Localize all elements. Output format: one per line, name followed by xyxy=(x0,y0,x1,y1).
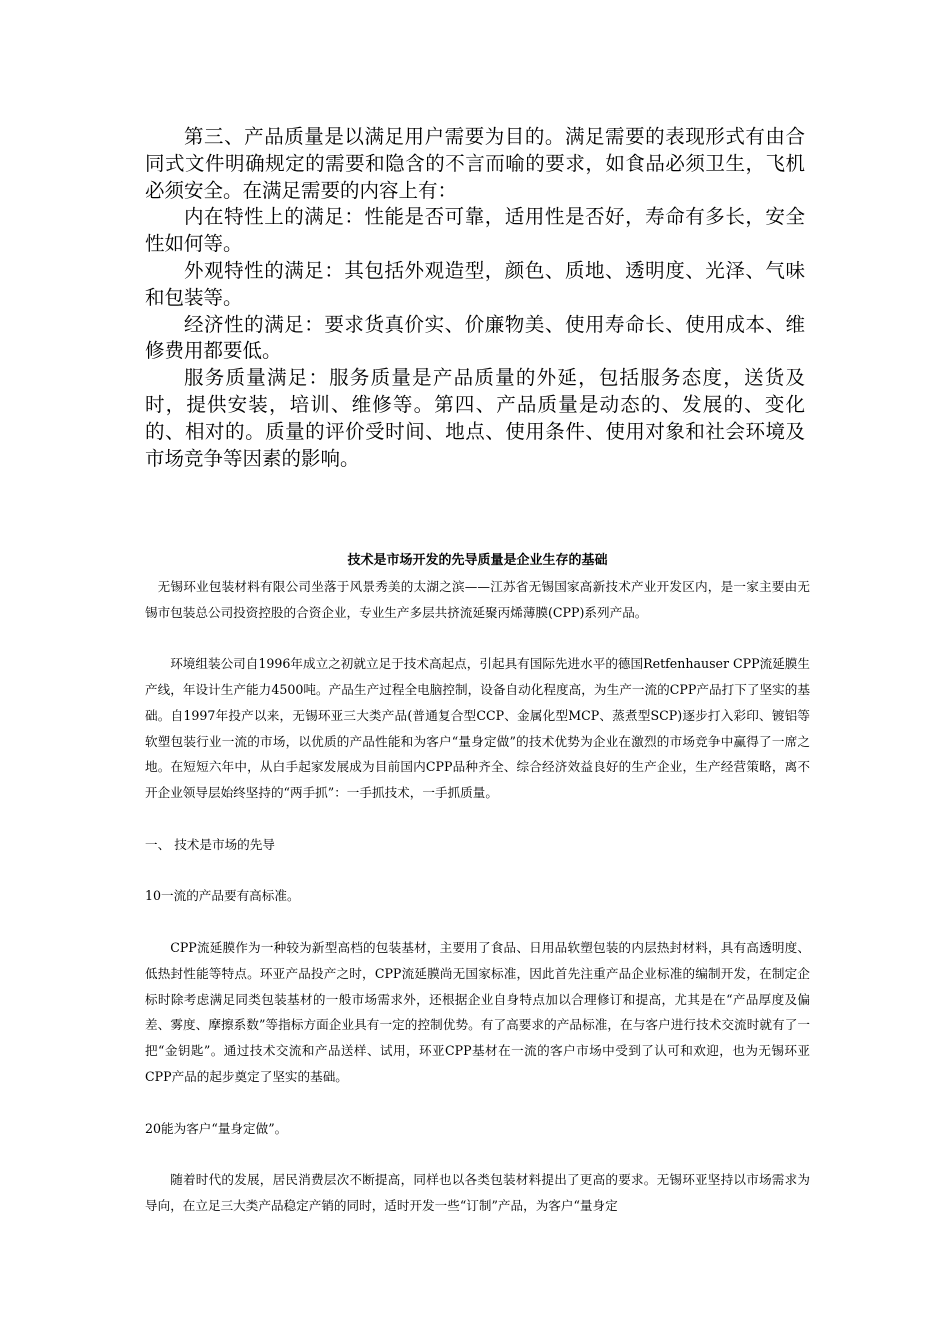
article-intro: 无锡环业包装材料有限公司坐落于风景秀美的太湖之滨——江苏省无锡国家高新技术产业开发区内，是一家主要由无锡市包装总公司投资控股的合资企业，专业生产多层共挤流延聚丙烯薄膜(CPP)系列产品。 xyxy=(145,578,810,620)
paragraph-quality-purpose: 第三、产品质量是以满足用户需要为目的。满足需要的表现形式有由合同式文件明确规定的需要和隐含的不言而喻的要求，如食品必须卫生，飞机必须安全。在满足需要的内容上有： xyxy=(145,125,805,202)
subheading-custom-made: 20能为客户“量身定做”。 xyxy=(145,1120,288,1136)
paragraph-appearance-satisfaction: 外观特性的满足：其包括外观造型，颜色、质地、透明度、光泽、气味和包装等。 xyxy=(145,258,805,309)
article-paragraph-market-demand: 随着时代的发展，居民消费层次不断提高，同样也以各类包装材料提出了更高的要求。无锡环亚坚持以市场需求为导向，在立足三大类产品稳定产销的同时，适时开发一些“订制”产品，为客户“量身定 xyxy=(145,1172,810,1213)
upper-text-block xyxy=(145,124,805,472)
paragraph-service-satisfaction: 服务质量满足：服务质量是产品质量的外延，包括服务态度，送货及时，提供安装，培训、维修等。第四、产品质量是动态的、发展的、变化的、相对的。质量的评价受时间、地点、使用条件、使用对象和社会环境及市场竞争等因素的影响。 xyxy=(145,366,805,470)
article-block xyxy=(145,548,810,1219)
subheading-high-standard: 10一流的产品要有高标准。 xyxy=(145,888,300,904)
article-paragraph-cpp-standard: CPP流延膜作为一种较为新型高档的包装基材，主要用了食品、日用品软塑包装的内层热封材料，具有高透明度、低热封性能等特点。环亚产品投产之时，CPP流延膜尚无国家标准，因此首先注重产品企业标准的编制开发，在制定企标时除考虑满足同类包装基材的一般市场需求外，还根据企业自身特点加以合理修订和提高，尤其是在“产品厚度及偏差、雾度、摩擦系数”等指标方面企业具有一定的控制优势。有了高要求的产品标准，在与客户进行技术交流时就有了一把“金钥匙”。通过技术交流和产品送样、试用，环亚CPP基材在一流的客户市场中受到了认可和欢迎，也为无锡环亚CPP产品的起步奠定了坚实的基础。 xyxy=(145,939,810,1084)
article-title: 技术是市场开发的先导质量是企业生存的基础 xyxy=(347,553,608,568)
section-heading-technology: 一、 技术是市场的先导 xyxy=(145,836,275,852)
article-paragraph-company-history: 环境组装公司自1996年成立之初就立足于技术高起点，引起具有国际先进水平的德国Retfenhauser CPP流延膜生产线，年设计生产能力4500吨。产品生产过程全电脑控制，设备自动化程度高，为生产一流的CPP产品打下了坚实的基础。自1997年投产以来，无锡环亚三大类产品(普通复合型CCP、金属化型MCP、蒸煮型SCP)逐步打入彩印、镀铝等软塑包装行业一流的市场，以优质的产品性能和为客户“量身定做”的技术优势为企业在激烈的市场竞争中赢得了一席之地。在短短六年中，从白手起家发展成为目前国内CPP品种齐全、综合经济效益良好的生产企业，生产经营策略，离不开企业领导层始终坚持的“两手抓”：一手抓技术，一手抓质量。 xyxy=(145,656,810,801)
paragraph-intrinsic-satisfaction: 内在特性上的满足：性能是否可靠，适用性是否好，寿命有多长，安全性如何等。 xyxy=(145,205,805,256)
paragraph-economic-satisfaction: 经济性的满足：要求货真价实、价廉物美、使用寿命长、使用成本、维修费用都要低。 xyxy=(145,312,805,363)
